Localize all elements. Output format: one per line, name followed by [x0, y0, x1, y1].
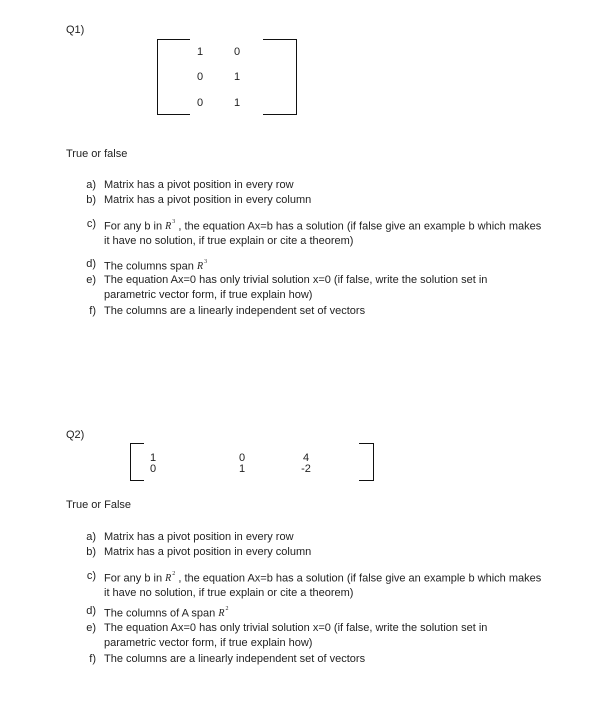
item-letter: f)	[89, 305, 96, 317]
matrix-cell: 1	[233, 71, 241, 83]
real-space-symbol: $R^2$	[165, 571, 176, 585]
item-text: The columns of A span $R^2$	[104, 606, 229, 620]
matrix-cell: 1	[196, 46, 204, 58]
right-bracket	[263, 39, 297, 115]
item-letter: d)	[86, 605, 96, 617]
matrix-cell: 0	[149, 463, 157, 475]
item-letter: e)	[86, 622, 96, 634]
right-bracket	[359, 443, 374, 481]
item-letter: f)	[89, 653, 96, 665]
q2-label: Q2)	[66, 429, 85, 441]
item-letter: a)	[86, 531, 96, 543]
matrix-cell: 1	[233, 97, 241, 109]
item-text: Matrix has a pivot position in every row	[104, 179, 294, 191]
matrix-cell: 1	[238, 463, 246, 475]
left-bracket	[130, 443, 144, 481]
item-letter: d)	[86, 258, 96, 270]
real-space-symbol: $R^2$	[218, 606, 229, 620]
matrix-cell: 0	[233, 46, 241, 58]
matrix-cell: 0	[238, 452, 246, 464]
item-text: Matrix has a pivot position in every column	[104, 546, 312, 558]
item-text: The columns span $R^3$	[104, 259, 208, 273]
item-text: The equation Ax=0 has only trivial solution x=0 (if false, write the solution set in parametric vector form, if true explain how)	[104, 274, 488, 301]
item-text: Matrix has a pivot position in every row	[104, 531, 294, 543]
matrix-cell: 4	[302, 452, 310, 464]
item-text: For any b in $R^3$ , the equation Ax=b has a solution (if false give an example b which makes it have no solution, if true explain or cite a theorem)	[104, 219, 542, 248]
matrix-cell: 0	[196, 71, 204, 83]
item-letter: c)	[86, 218, 96, 230]
left-bracket	[157, 39, 190, 115]
item-text: The columns are a linearly independent set of vectors	[104, 653, 366, 665]
matrix-cell: 1	[149, 452, 157, 464]
real-space-symbol: $R^3$	[196, 259, 208, 273]
real-space-symbol: $R^3$	[165, 219, 176, 233]
item-text: For any b in $R^2$ , the equation Ax=b has a solution (if false give an example b which makes it have no solution, if true explain or cite a theorem)	[104, 571, 542, 600]
item-letter: c)	[86, 570, 96, 582]
item-text: The equation Ax=0 has only trivial solution x=0 (if false, write the solution set in parametric vector form, if true explain how)	[104, 622, 488, 649]
matrix-cell: 0	[196, 97, 204, 109]
item-letter: a)	[86, 179, 96, 191]
item-text: The columns are a linearly independent set of vectors	[104, 305, 366, 317]
q1-prompt: True or false	[66, 148, 128, 160]
item-letter: b)	[86, 546, 96, 558]
q2-prompt: True or False	[66, 499, 132, 511]
item-letter: b)	[86, 194, 96, 206]
item-letter: e)	[86, 274, 96, 286]
q1-label: Q1)	[66, 24, 85, 36]
item-text: Matrix has a pivot position in every column	[104, 194, 312, 206]
matrix-cell: -2	[301, 463, 311, 475]
